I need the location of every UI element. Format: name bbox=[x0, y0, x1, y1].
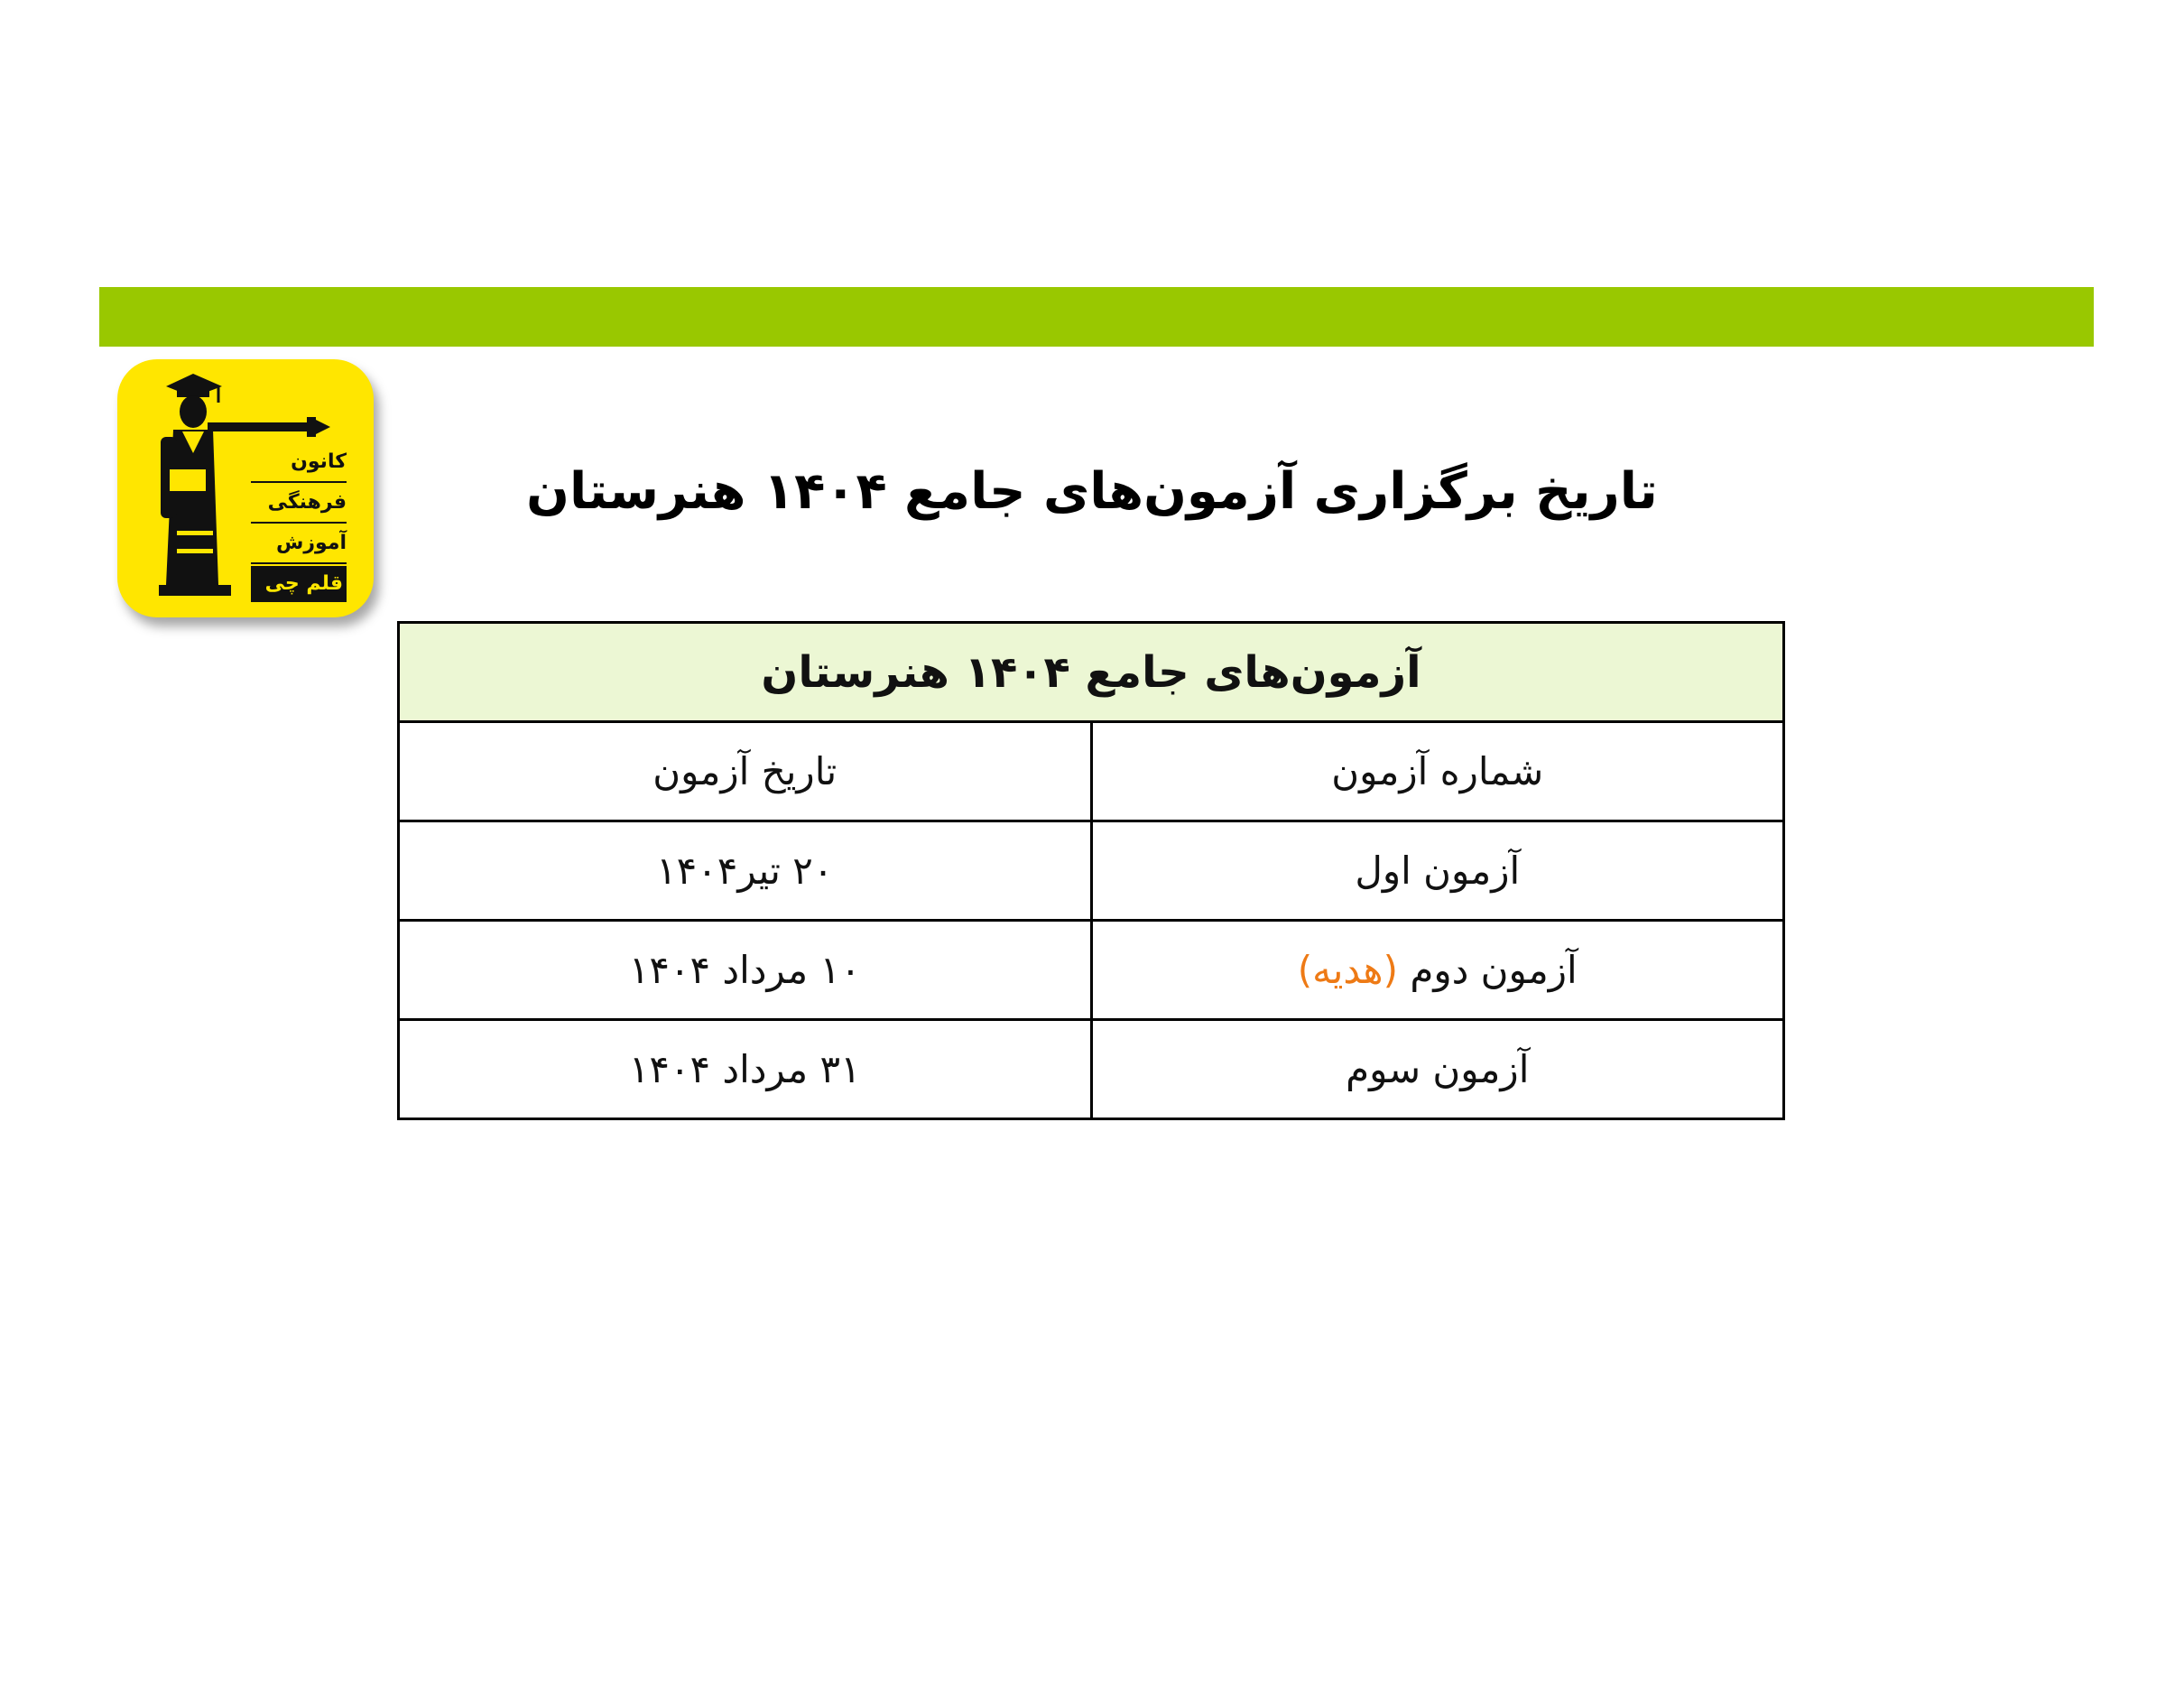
kanoon-logo bbox=[117, 359, 374, 617]
table-title-row bbox=[399, 623, 1784, 722]
exam-name: آزمون سوم bbox=[1346, 1047, 1530, 1091]
logo-wordmark bbox=[251, 442, 347, 602]
header-exam-number: شماره آزمون bbox=[1091, 722, 1784, 821]
table-row bbox=[399, 1020, 1784, 1119]
logo-line-3: آموزش bbox=[251, 524, 347, 564]
exam-name: آزمون دوم bbox=[1410, 948, 1578, 992]
exam-name-cell bbox=[1091, 1020, 1784, 1119]
exam-schedule-table bbox=[397, 621, 1785, 1120]
page-title: تاریخ برگزاری آزمون‌های جامع ۱۴۰۴ هنرستان bbox=[526, 462, 1658, 521]
exam-name-cell bbox=[1091, 821, 1784, 921]
logo-line-4: قلم چی bbox=[251, 566, 347, 602]
gift-note: (هدیه) bbox=[1297, 948, 1398, 992]
header-color-bar bbox=[99, 287, 2094, 347]
exam-date-cell: ۲۰ تیر۱۴۰۴ bbox=[399, 821, 1092, 921]
logo-line-1: کانون bbox=[251, 442, 347, 483]
table-row bbox=[399, 821, 1784, 921]
table-header-row bbox=[399, 722, 1784, 821]
table-title: آزمون‌های جامع ۱۴۰۴ هنرستان bbox=[399, 623, 1784, 722]
header-exam-date: تاریخ آزمون bbox=[399, 722, 1092, 821]
logo-line-2: فرهنگی bbox=[251, 483, 347, 524]
exam-name: آزمون اول bbox=[1355, 849, 1521, 893]
exam-date-cell: ۳۱ مرداد ۱۴۰۴ bbox=[399, 1020, 1092, 1119]
exam-name-cell bbox=[1091, 921, 1784, 1020]
exam-date-cell: ۱۰ مرداد ۱۴۰۴ bbox=[399, 921, 1092, 1020]
table-row bbox=[399, 921, 1784, 1020]
